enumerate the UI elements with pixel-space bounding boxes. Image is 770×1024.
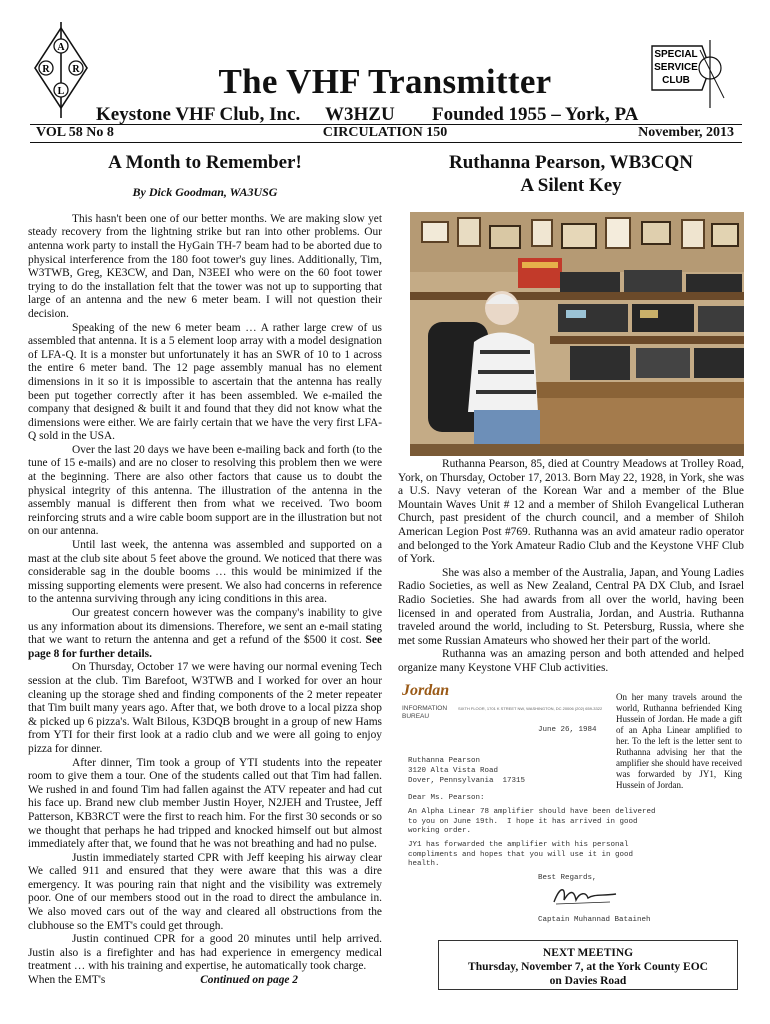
letter-paragraph: JY1 has forwarded the amplifier with his personal compliments and hopes that you will use it in good health. <box>408 841 634 868</box>
article-paragraph: Until last week, the antenna was assembled and supported on a mast at the club site about 5 feet above the ground. We noticed that there was considerable sag in the double booms … this would be minimized if the missing supporting elements were present. We also had concerns in reference to the antenna surviving through any icing conditions in this area. <box>28 539 382 606</box>
obituary-title: Ruthanna Pearson, WB3CQN <box>448 152 694 173</box>
continued-link[interactable]: Continued on page 2 <box>200 974 298 987</box>
article-paragraph: Speaking of the new 6 meter beam … A rather large crew of us assembled that antenna. It is a 5 element loop array with a model designation of LFA-Q. It is a monster but unfortunately it has an SWR of 10 to 1 across the entire 6 meter band. The 12 page assembly manual has no element dimensions in it so it is impossible to ascertain that the antenna has really been put together correctly after it has been assembled. We e-mailed the company that designed & built it and found that they did not know what the dimensions were either. We are fairly certain that we have the very first LFA-Q sold in the USA. <box>28 321 382 443</box>
article-paragraph: On Thursday, October 17 we were having our normal evening Tech session at the club. Tim Barefoot, W3TWB and I worked for over an hour cleaning up the storage shed and finding components of the 2 meter repeater that Tim built many years ago. After that, we both drove to a local pizza shop & picked up 6 pizza's. Walt Bilous, K3DQB brought in a group of new Hams from YTI for their first look at a radio club and we were all going to enjoy pizza for dinner. <box>28 661 382 755</box>
letter-recipient: Ruthanna Pearson 3120 Alta Vista Road Dover, Pennsylvania 17315 <box>408 757 526 785</box>
obituary-body <box>398 458 744 676</box>
obituary-subtitle: A Silent Key <box>520 174 622 196</box>
svg-text:L: L <box>57 86 65 97</box>
letter-signer: Captain Muhannad Bataineh <box>538 916 651 924</box>
issue-date: November, 2013 <box>638 125 734 140</box>
circulation: CIRCULATION 150 <box>322 125 448 140</box>
founded-info: Founded 1955 – York, PA <box>432 104 639 125</box>
issue-rule <box>30 142 742 143</box>
svg-text:SERVICE: SERVICE <box>654 62 698 73</box>
svg-text:R: R <box>72 64 80 75</box>
letter-greeting: Dear Ms. Pearson: <box>408 794 485 802</box>
continued-line <box>28 974 382 988</box>
signature <box>550 884 620 908</box>
letter-date: June 26, 1984 <box>538 726 597 734</box>
volume-number: VOL 58 No 8 <box>36 125 114 140</box>
lead-article-byline: By Dick Goodman, WA3USG <box>132 184 278 199</box>
letter-letterhead-address: SIXTH FLOOR, 1701 K STREET NW, WASHINGTON, DC 20006 (202) 659-3322 <box>458 706 603 711</box>
article-paragraph-text: Our greatest concern however was the company's inability to give us any information about its dimensions. Therefore, we sent an e-mail stating that we want to return the antenna and get a refund of the $500 it cost. <box>28 607 382 647</box>
article-paragraph: This hasn't been one of our better months. We are making slow yet steady recovery from the lightning strike but ran into other problems. Our antenna work party to install the HyGain TH-7 beam had to be aborted due to physical interference from the 180 foot tower's guy lines. Additionally, Tim, W3TWB, Greg, KE3CW, and Dan, N3EEI who were on the 60 foot tower trying to do the installation felt that the tower was not up to supporting that large of an antenna and the new 6 meter beam. I will not question their decision. <box>28 212 382 320</box>
last-line-text: When the EMT's <box>28 974 106 987</box>
lead-article <box>28 152 382 988</box>
see-page-note: See page 8 for further details. <box>28 634 382 660</box>
svg-text:R: R <box>42 64 50 75</box>
svg-text:A: A <box>57 42 65 53</box>
club-callsign: W3HZU <box>325 104 395 125</box>
letter-paragraph: An Alpha Linear 78 amplifier should have been delivered to you on June 19th. I hope it has arrived in good working order. <box>408 808 656 835</box>
jordan-logo: Jordan <box>402 682 450 699</box>
next-meeting-when: Thursday, November 7, at the York County EOC <box>468 961 708 973</box>
ruthanna-photo <box>410 212 744 456</box>
article-paragraph: Justin continued CPR for a good 20 minutes until help arrived. Justin also is a firefighter and has had experience in emergency medical treatment … with his training and expertise, he automatically took charge. <box>28 933 382 973</box>
obituary-paragraph: She was also a member of the Australia, Japan, and Young Ladies Radio Societies, as well as New Zealand, Central PA DX Club, and Israel Radio Societies. She had awards from all over the world, having been licensed in and operated from Australia, Jordan, and Austria. Ruthanna traveled around the world, including to St. Petersburg, Russia, where she met some Russian Amateurs who showed her their part of the world. <box>398 566 744 647</box>
lead-article-title: A Month to Remember! <box>108 152 302 173</box>
letter-closing: Best Regards, <box>538 874 597 882</box>
next-meeting-where: on Davies Road <box>549 975 627 987</box>
jordan-letter <box>400 678 656 932</box>
obituary-header <box>398 152 744 198</box>
next-meeting-box <box>438 940 738 990</box>
lead-article-body <box>28 213 382 974</box>
article-paragraph: After dinner, Tim took a group of YTI students into the repeater room to give them a tour. One of the students called out that Tim had fallen. We rushed in and found Tim had fallen against the ATV repeater and had cut his face up. Brand new club member Justin Hoyer, N2JEH and Trustee, Jeff Patterson, KB3RCT were the first to reach him. For the first 30 seconds or so we thought that perhaps he had tripped and knocked himself out but almost immediately after that, we found that he was not breathing and had no pulse. <box>28 756 382 851</box>
letter-caption: On her many travels around the world, Ruthanna befriended King Hussein of Jordan. He made a gift of an Apha Linear amplified to her. To the left is the letter sent to Ruthanna advising her that the amplifier she should have received was forwarded by JY1, King Hussein of Jordan. <box>616 692 742 790</box>
svg-text:SPECIAL: SPECIAL <box>654 49 698 60</box>
article-paragraph: Justin immediately started CPR with Jeff keeping his airway clear We called 911 and ensured that they were aware that this was a dire emergency. It was pouring rain that night and the visibility was extremely poor. One of our members stood out in the road to direct the ambulance in. We also moved cars out of the way and cleared all obstructions from the clubhouse so the EMT's could get through. <box>28 851 382 932</box>
article-paragraph <box>28 607 382 661</box>
obituary-paragraph: Ruthanna was an amazing person and both attended and helped organize many Keystone VHF Club activities. <box>398 648 744 674</box>
newsletter-title: The VHF Transmitter <box>218 62 552 101</box>
obituary-paragraph: Ruthanna Pearson, 85, died at Country Meadows at Trolley Road, York, on Thursday, October 17, 2013. Born May 22, 1928, in York, she was a U.S. Navy veteran of the Korean War and a member of the Blue Mountain Waves Unit # 12 and a member of Shiloh Evangelical Lutheran Church, past president of the church council, and a member of Shiloh American Legion Post #769. Ruthanna was an avid amateur radio operator and belonged to the York Amateur Radio Club and the Keystone VHF Club of York. <box>398 458 744 566</box>
next-meeting-heading: NEXT MEETING <box>542 947 634 959</box>
svg-text:CLUB: CLUB <box>662 75 690 86</box>
club-name: Keystone VHF Club, Inc. <box>96 104 301 125</box>
letter-bureau: INFORMATION BUREAU <box>402 705 448 720</box>
article-paragraph: Over the last 20 days we have been e-mailing back and forth (to the tune of 15 e-mails) and are no closer to resolving this problem then we were at the beginning. There are also other factors that cause us to doubt the physical integrity of this antenna. The illustration of the antenna in the assembly manual is different then from what we received. Two boom reinforcing struts and a wire cable boom support are in the illustration but not on our antenna. <box>28 443 382 538</box>
